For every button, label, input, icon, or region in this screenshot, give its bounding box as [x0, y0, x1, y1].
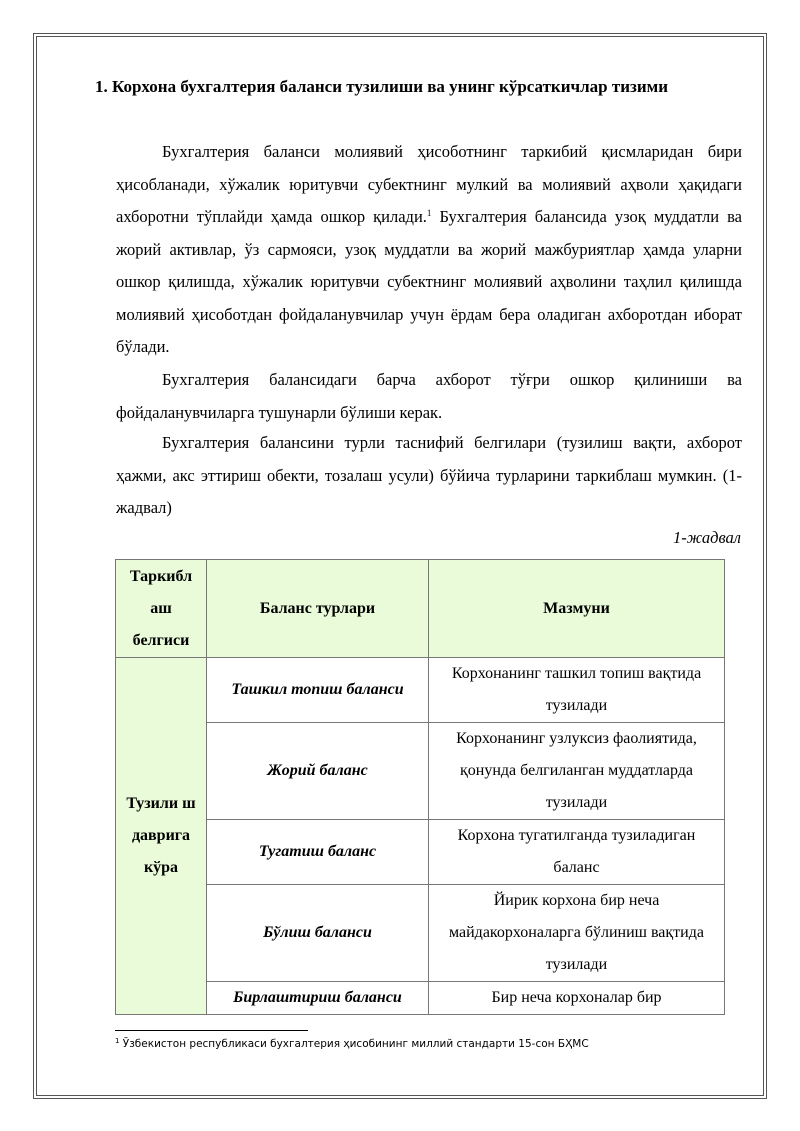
header-content: Мазмуни [429, 560, 725, 658]
balance-types-table [115, 559, 725, 1015]
header-balance-types: Баланс турлари [207, 560, 429, 658]
table-row [116, 723, 725, 820]
balance-type: Тугатиш баланс [207, 820, 429, 885]
paragraph-2 [116, 364, 742, 429]
footnote-text: Ўзбекистон республикаси бухгалтерия ҳисобининг миллий стандарти 15-сон БҲМС [119, 1038, 589, 1050]
balance-type: Жорий баланс [207, 723, 429, 820]
paragraph-3-text: Бухгалтерия балансини турли таснифий белгилари (тузилиш вақти, ахборот ҳажми, акс эттириш обекти, тозалаш усули) бўйича турларини таркиблаш мумкин. (1-жадвал) [116, 433, 742, 517]
balance-content: Корхона тугатилганда тузиладиган баланс [429, 820, 725, 885]
balance-type: Ташкил топиш баланси [207, 658, 429, 723]
balance-type: Бўлиш баланси [207, 885, 429, 982]
table-row [116, 658, 725, 723]
table-row [116, 982, 725, 1015]
header-classification: Таркибл аш белгиси [116, 560, 207, 658]
balance-content: Корхонанинг ташкил топиш вақтида тузилади [429, 658, 725, 723]
balance-content: Бир неча корхоналар бир [429, 982, 725, 1015]
table-caption: 1-жадвал [673, 528, 741, 547]
section-heading: 1. Корхона бухгалтерия баланси тузилиши ва унинг кўрсаткичлар тизими [95, 77, 669, 96]
footnote-separator [115, 1030, 308, 1031]
paragraph-1-rest: Бухгалтерия балансида узоқ муддатли ва жорий активлар, ўз сармояси, узоқ муддатли ва жорий мажбуриятлар ҳамда уларни ошкор қилишда, хўжалик юритувчи субектнинг молиявий аҳволини таҳлил қилишда молиявий ҳисоботдан фойдаланувчилар учун ёрдам бера оладиган ахборотдан иборат бўлади. [116, 207, 742, 356]
table-row [116, 885, 725, 982]
paragraph-1 [116, 136, 742, 364]
table-row [116, 820, 725, 885]
table-header-row [116, 560, 725, 658]
footnote-ref[interactable]: 1 [426, 208, 432, 218]
paragraph-1-text: Бухгалтерия баланси молиявий ҳисоботнинг таркибий қисмларидан бири ҳисобланади, хўжалик юритувчи субектнинг мулкий ва молиявий аҳволи ҳақидаги ахборотни тўплайди ҳамда ошкор қилади. [116, 142, 742, 226]
balance-content: Корхонанинг узлуксиз фаолиятида, қонунда белгиланган муддатларда тузилади [429, 723, 725, 820]
balance-type: Бирлаштириш баланси [207, 982, 429, 1015]
paragraph-2-text: Бухгалтерия балансидаги барча ахборот тўғри ошкор қилиниши ва фойдаланувчиларга тушунарли бўлиши керак. [116, 370, 742, 422]
footnote [115, 1038, 589, 1050]
balance-content: Йирик корхона бир неча майдакорхоналарга бўлиниш вақтида тузилади [429, 885, 725, 982]
paragraph-3 [116, 427, 742, 525]
group-label: Тузили ш даврига кўра [116, 658, 207, 1015]
footnote-mark: 1 [115, 1037, 120, 1045]
